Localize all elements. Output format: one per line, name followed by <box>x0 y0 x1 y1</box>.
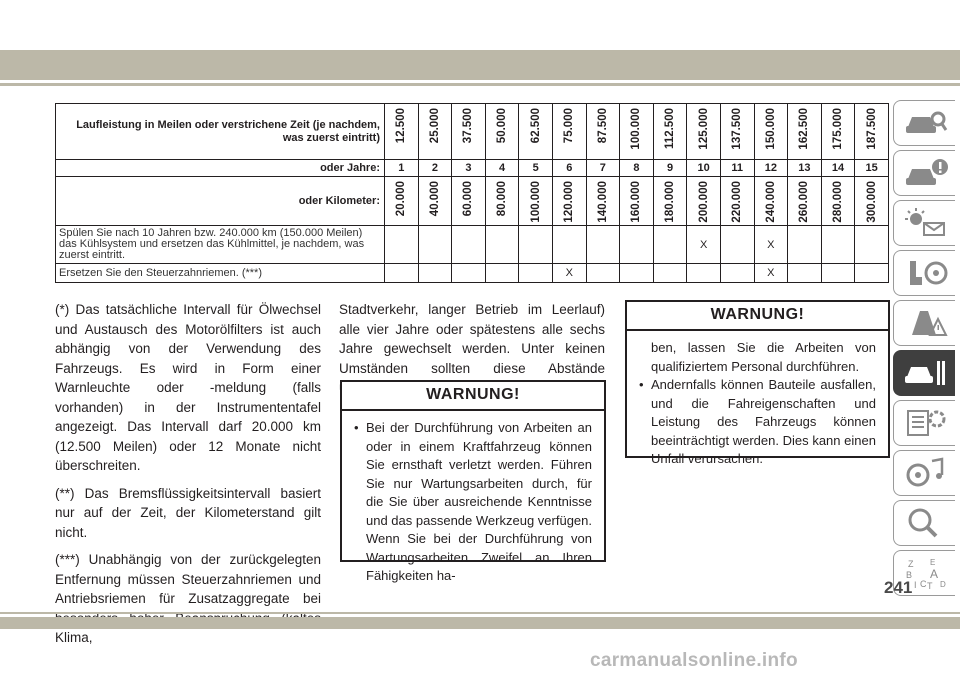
km-value: 200.000 <box>697 181 710 223</box>
header-band <box>0 50 960 80</box>
mark-cell <box>418 264 452 283</box>
note-timing-belt-continued: Stadtverkehr, langer Betrieb im Leerlauf) alle vier Jahre oder spätestens alle sechs Jahre gewechselt werden. Unter keinen Umständen sollten diese Abstände <box>339 302 605 376</box>
mileage-value: 87.500 <box>596 108 609 144</box>
km-value: 280.000 <box>832 181 845 223</box>
sun-warning-icon <box>904 207 948 239</box>
km-value: 160.000 <box>630 181 643 223</box>
mark-cell: X <box>687 226 721 264</box>
warning-title: WARNUNG! <box>342 382 604 411</box>
warning-text: Andernfalls können Bauteile ausfallen, und die Fahreigenschaften und Leistung des Fahrzeugs können beeinträchtigt werden. Dies kann einen Unfall verursachen. <box>651 377 876 466</box>
km-value: 20.000 <box>395 181 408 217</box>
footer-band <box>0 617 960 629</box>
years-row <box>56 160 889 177</box>
notes-column-left <box>55 300 321 656</box>
mark-cell <box>620 226 654 264</box>
bullet-dot: • <box>354 420 359 435</box>
warning-box-continued <box>625 300 890 466</box>
year-value: 5 <box>519 160 553 177</box>
year-value: 12 <box>754 160 788 177</box>
tab-car-info[interactable] <box>893 150 955 196</box>
car-search-icon <box>904 107 948 139</box>
music-nav-icon <box>904 457 948 489</box>
coolant-row <box>56 226 889 264</box>
mark-cell <box>620 264 654 283</box>
index-letter: A <box>930 567 939 581</box>
footer-rule <box>0 612 960 614</box>
mark-cell: X <box>754 264 788 283</box>
year-value: 8 <box>620 160 654 177</box>
km-value: 240.000 <box>764 181 777 223</box>
index-letter: C <box>920 579 927 589</box>
mileage-value: 100.000 <box>630 108 643 150</box>
road-hazard-icon <box>904 307 948 339</box>
mark-cell <box>720 226 754 264</box>
mark-cell <box>855 264 889 283</box>
car-info-icon <box>904 157 948 189</box>
km-value: 260.000 <box>798 181 811 223</box>
index-letter: D <box>940 580 946 589</box>
tab-sun-warning[interactable] <box>893 200 955 246</box>
mileage-value: 37.500 <box>462 108 475 144</box>
warning-bullet <box>639 376 876 469</box>
warning-title: WARNUNG! <box>627 302 888 331</box>
mileage-value: 125.000 <box>697 108 710 150</box>
mileage-header: Laufleistung in Meilen oder verstrichene Zeit (je nachdem, was zuerst eintritt) <box>56 104 385 160</box>
mileage-value: 187.500 <box>865 108 878 150</box>
index-letter: E <box>930 558 936 567</box>
mileage-value: 162.500 <box>798 108 811 150</box>
tab-car-search[interactable] <box>893 100 955 146</box>
year-value: 7 <box>586 160 620 177</box>
mileage-value: 150.000 <box>764 108 777 150</box>
settings-list-icon <box>904 407 948 439</box>
mark-cell <box>821 264 855 283</box>
year-value: 11 <box>720 160 754 177</box>
index-letter: Z <box>908 559 914 569</box>
mark-cell <box>385 226 419 264</box>
bullet-dot: • <box>639 377 644 392</box>
year-value: 1 <box>385 160 419 177</box>
header-rule <box>0 83 960 86</box>
km-value: 80.000 <box>496 181 509 217</box>
km-row <box>56 177 889 226</box>
timing-belt-description: Ersetzen Sie den Steuerzahnriemen. (***) <box>56 264 385 283</box>
warning-continued-text: ben, lassen Sie die Arbeiten von qualifiziertem Personal durchführen. <box>651 340 876 374</box>
index-letter: B <box>906 570 913 580</box>
mark-cell <box>418 226 452 264</box>
mileage-value: 12.500 <box>395 108 408 144</box>
mark-cell <box>452 226 486 264</box>
mark-cell <box>720 264 754 283</box>
tab-road-hazard[interactable] <box>893 300 955 346</box>
km-header: oder Kilometer: <box>56 177 385 226</box>
mark-cell <box>855 226 889 264</box>
km-value: 100.000 <box>529 181 542 223</box>
mark-cell <box>586 226 620 264</box>
mark-cell <box>821 226 855 264</box>
mark-cell <box>653 226 687 264</box>
mark-cell <box>485 264 519 283</box>
tab-search[interactable] <box>893 500 955 546</box>
km-value: 60.000 <box>462 181 475 217</box>
search-icon <box>904 507 948 539</box>
km-value: 140.000 <box>596 181 609 223</box>
tab-settings-list[interactable] <box>893 400 955 446</box>
year-value: 4 <box>485 160 519 177</box>
mark-cell <box>385 264 419 283</box>
km-value: 220.000 <box>731 181 744 223</box>
mark-cell <box>788 264 822 283</box>
note-brake-fluid: (**) Das Bremsflüssigkeitsintervall basiert nur auf der Zeit, der Kilometerstand gilt nicht. <box>55 485 321 540</box>
mark-cell <box>485 226 519 264</box>
mileage-value: 75.000 <box>563 108 576 144</box>
years-header: oder Jahre: <box>56 160 385 177</box>
warning-text: Bei der Durchführung von Arbeiten an oder in einem Kraftfahrzeug können Sie ernsthaft verletzt werden. Führen Sie nur Wartungsarbeiten durch, für die Sie über ausreichende Kenntnisse und das passende Werkzeug verfügen. Wenn Sie bei der Durchführung von Wartungsarbeiten Zweifel an Ihren Fähigkeiten ha- <box>366 420 592 583</box>
mark-cell <box>552 226 586 264</box>
warning-box <box>340 380 606 583</box>
year-value: 10 <box>687 160 721 177</box>
mileage-value: 25.000 <box>428 108 441 144</box>
timing-belt-row <box>56 264 889 283</box>
chapter-tabs <box>893 100 955 600</box>
note-oil-interval: (*) Das tatsächliche Intervall für Ölwechsel und Austausch des Motorölfilters ist auch abhängig von der Verwendung des Fahrzeugs. Es wird in Form einer Warnleuchte oder -meldung (falls vorhanden) in der Instrumententafel angezeigt. Das Intervall darf 20.000 km (12.500 Meilen) oder 12 Monate nicht überschreiten. <box>55 302 321 473</box>
mark-cell <box>519 226 553 264</box>
mark-cell <box>653 264 687 283</box>
mileage-value: 62.500 <box>529 108 542 144</box>
km-value: 40.000 <box>428 181 441 217</box>
mark-cell <box>519 264 553 283</box>
year-value: 6 <box>552 160 586 177</box>
mark-cell <box>586 264 620 283</box>
mark-cell <box>788 226 822 264</box>
km-value: 120.000 <box>563 181 576 223</box>
warning-bullet <box>354 419 592 586</box>
page-number: 241 <box>884 578 913 597</box>
year-value: 3 <box>452 160 486 177</box>
mark-cell <box>452 264 486 283</box>
mark-cell: X <box>754 226 788 264</box>
mileage-value: 137.500 <box>731 108 744 150</box>
mark-cell: X <box>552 264 586 283</box>
mileage-value: 50.000 <box>496 108 509 144</box>
year-value: 14 <box>821 160 855 177</box>
year-value: 15 <box>855 160 889 177</box>
km-value: 300.000 <box>865 181 878 223</box>
seat-steering-icon <box>904 257 948 289</box>
watermark: carmanualsonline.info <box>590 650 798 671</box>
note-timing-belt: (***) Unabhängig von der zurückgelegten Entfernung müssen Steuerzahnriemen und Antriebsriemen für Zusatzaggregate bei Klima, <box>55 552 321 645</box>
tab-seat-steering[interactable] <box>893 250 955 296</box>
mileage-value: 112.500 <box>664 108 677 149</box>
tab-car-tools[interactable] <box>893 350 955 396</box>
tab-music-nav[interactable] <box>893 450 955 496</box>
mileage-row <box>56 104 889 160</box>
year-value: 13 <box>788 160 822 177</box>
coolant-description: Spülen Sie nach 10 Jahren bzw. 240.000 km (150.000 Meilen) das Kühlsystem und ersetzen das Kühlmittel, je nachdem, was zuerst eintritt. <box>56 226 385 264</box>
index-letter: T <box>927 581 933 591</box>
year-value: 9 <box>653 160 687 177</box>
index-letter: I <box>914 580 917 590</box>
mileage-value: 175.000 <box>832 108 845 150</box>
km-value: 180.000 <box>664 181 677 223</box>
maintenance-table <box>55 103 889 283</box>
car-tools-icon <box>904 357 948 389</box>
mark-cell <box>687 264 721 283</box>
year-value: 2 <box>418 160 452 177</box>
